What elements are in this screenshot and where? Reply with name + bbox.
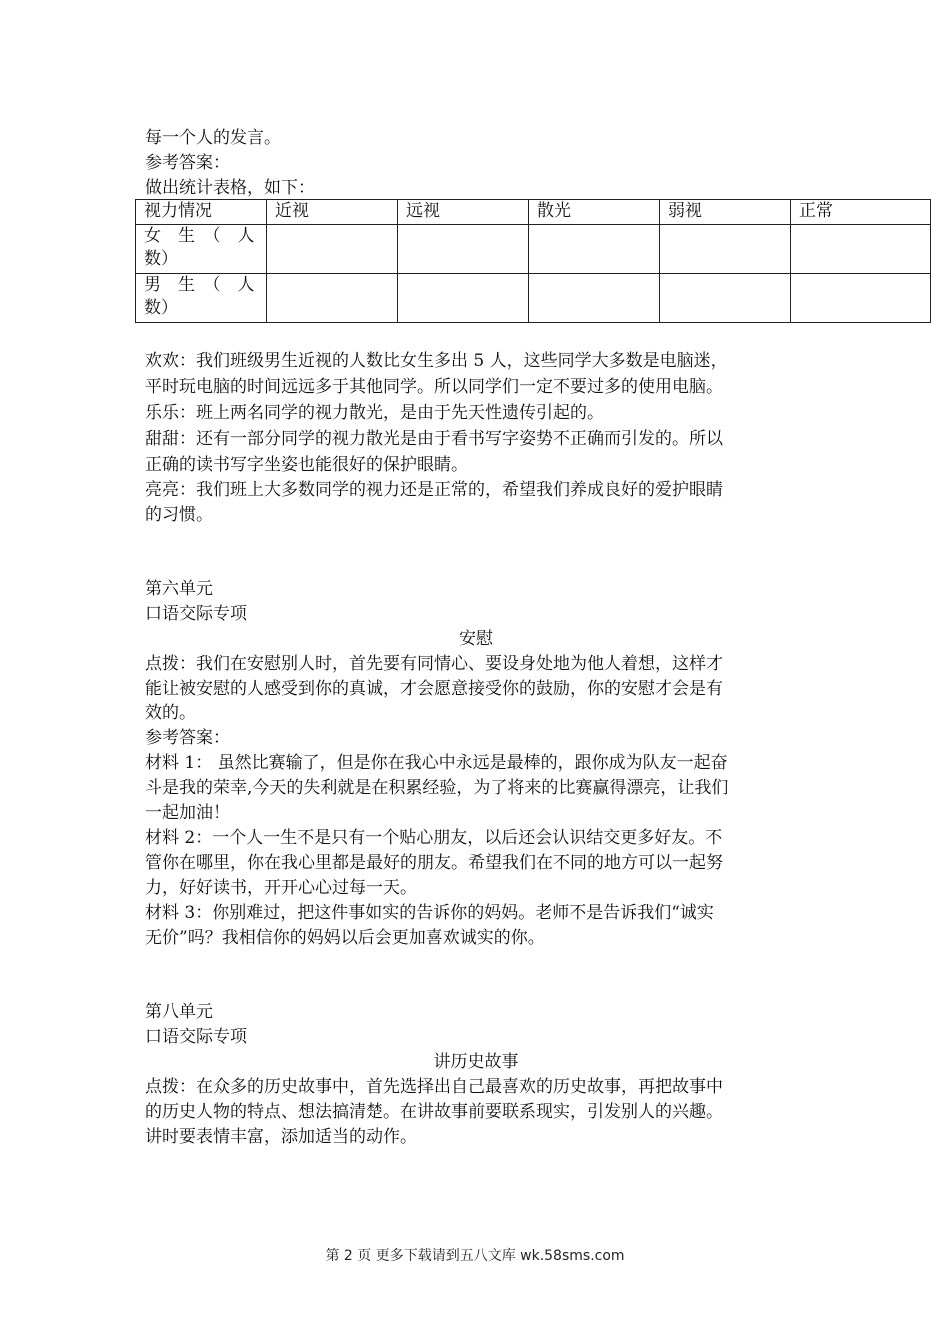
- table-cell: [529, 274, 660, 323]
- vision-stats-table: [135, 199, 931, 323]
- unit6-line: 点拨：我们在安慰别人时，首先要有同情心、要设身处地为他人着想，这样才: [145, 654, 723, 674]
- comment-line: 平时玩电脑的时间远远多于其他同学。所以同学们一定不要过多的使用电脑。: [145, 377, 723, 397]
- header-cell: 弱视: [660, 200, 791, 225]
- unit6-line: 一起加油！: [145, 803, 230, 823]
- unit8-subtitle: 口语交际专项: [145, 1027, 247, 1047]
- comment-line: 亮亮：我们班上大多数同学的视力还是正常的，希望我们养成良好的爱护眼睛: [145, 480, 723, 500]
- comment-line: 乐乐：班上两名同学的视力散光，是由于先天性遗传引起的。: [145, 403, 604, 423]
- unit6-line: 材料 2：一个人一生不是只有一个贴心朋友，以后还会认识结交更多好友。不: [145, 828, 723, 848]
- table-intro: 做出统计表格，如下：: [145, 178, 315, 198]
- comment-line: 甜甜：还有一部分同学的视力散光是由于看书写字姿势不正确而引发的。所以: [145, 429, 723, 449]
- row-label-line: 数）: [144, 249, 178, 269]
- row-label: [136, 225, 267, 274]
- unit8-line: 点拨：在众多的历史故事中，首先选择出自己最喜欢的历史故事，再把故事中: [145, 1077, 723, 1097]
- table-cell: [660, 225, 791, 274]
- unit6-line: 无价”吗？我相信你的妈妈以后会更加喜欢诚实的你。: [145, 928, 545, 948]
- row-label-line: 数）: [144, 298, 178, 318]
- table-row-male: [136, 274, 931, 323]
- header-cell: 散光: [529, 200, 660, 225]
- header-cell: 视力情况: [136, 200, 267, 225]
- intro-text: 每一个人的发言。: [145, 128, 281, 148]
- table-cell: [267, 274, 398, 323]
- table-cell: [267, 225, 398, 274]
- row-label-line: 男 生 （ 人: [144, 275, 255, 295]
- unit6-line: 管你在哪里，你在我心里都是最好的朋友。希望我们在不同的地方可以一起努: [145, 853, 723, 873]
- unit6-line: 材料 1： 虽然比赛输了，但是你在我心中永远是最棒的，跟你成为队友一起奋: [145, 753, 728, 773]
- unit6-topic: 安慰: [459, 629, 493, 649]
- unit6-subtitle: 口语交际专项: [145, 604, 247, 624]
- comment-line: 欢欢：我们班级男生近视的人数比女生多出 5 人，这些同学大多数是电脑迷，: [145, 351, 728, 371]
- answer-label: 参考答案：: [145, 153, 230, 173]
- table-cell: [791, 274, 931, 323]
- comment-line: 正确的读书写字坐姿也能很好的保护眼睛。: [145, 455, 468, 475]
- unit6-line: 斗是我的荣幸,今天的失利就是在积累经验，为了将来的比赛赢得漂亮，让我们: [145, 778, 729, 798]
- table-row-female: [136, 225, 931, 274]
- row-label-line: 女 生 （ 人: [144, 226, 255, 246]
- table-cell: [398, 225, 529, 274]
- comment-line: 的习惯。: [145, 505, 213, 525]
- unit8-line: 讲时要表情丰富，添加适当的动作。: [145, 1127, 417, 1147]
- unit8-title: 第八单元: [145, 1002, 213, 1022]
- table-cell: [660, 274, 791, 323]
- unit6-line: 参考答案：: [145, 728, 230, 748]
- table-cell: [791, 225, 931, 274]
- page-footer: 第 2 页 更多下载请到五八文库 wk.58sms.com: [325, 1248, 625, 1264]
- unit8-topic: 讲历史故事: [433, 1052, 519, 1072]
- row-label: [136, 274, 267, 323]
- unit6-line: 效的。: [145, 703, 196, 723]
- unit8-line: 的历史人物的特点、想法搞清楚。在讲故事前要联系现实，引发别人的兴趣。: [145, 1102, 723, 1122]
- table-cell: [398, 274, 529, 323]
- unit6-line: 能让被安慰的人感受到你的真诚，才会愿意接受你的鼓励，你的安慰才会是有: [145, 679, 723, 699]
- header-cell: 远视: [398, 200, 529, 225]
- table-header-row: [136, 200, 931, 225]
- header-cell: 近视: [267, 200, 398, 225]
- unit6-line: 力，好好读书，开开心心过每一天。: [145, 878, 417, 898]
- unit6-line: 材料 3：你别难过，把这件事如实的告诉你的妈妈。老师不是告诉我们“诚实: [145, 903, 714, 923]
- table-cell: [529, 225, 660, 274]
- unit6-title: 第六单元: [145, 579, 213, 599]
- header-cell: 正常: [791, 200, 931, 225]
